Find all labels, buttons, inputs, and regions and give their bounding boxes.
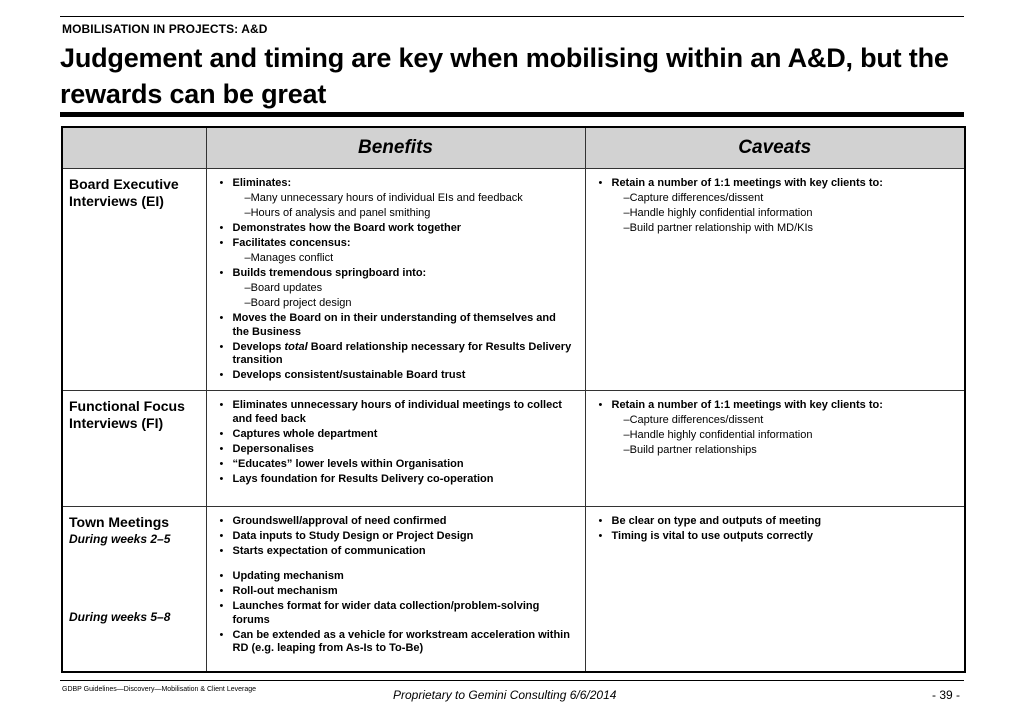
row-subtitle-2: During weeks 5–8 xyxy=(69,610,171,624)
sub-item: –Many unnecessary hours of individual EIs and feedback xyxy=(244,192,523,204)
row-header xyxy=(62,169,206,391)
section-label: MOBILISATION IN PROJECTS: A&D xyxy=(62,22,268,36)
benefits-list xyxy=(217,515,575,656)
caveats-cell xyxy=(585,391,965,507)
bullet-emphasis: total xyxy=(284,340,308,353)
table-row xyxy=(62,169,965,391)
caveats-cell xyxy=(585,507,965,672)
bullet-item: • Eliminates unnecessary hours of individual meetings to collect and feed back xyxy=(217,399,575,426)
benefits-list xyxy=(217,177,575,383)
bullet-item: • Lays foundation for Results Delivery co-operation xyxy=(217,473,575,487)
title-rule xyxy=(60,112,964,117)
caveats-cell xyxy=(585,169,965,391)
top-rule xyxy=(60,16,964,17)
row-header xyxy=(62,391,206,507)
bullet-item: • Can be extended as a vehicle for workstream acceleration within RD (e.g. leaping from As-Is to To-Be) xyxy=(217,629,575,656)
benefits-cell xyxy=(206,169,585,391)
benefits-list xyxy=(217,399,575,486)
bullet-item: • Demonstrates how the Board work together xyxy=(217,222,575,236)
bullet-item: • Groundswell/approval of need confirmed xyxy=(217,515,575,529)
bullet-item: • Data inputs to Study Design or Project Design xyxy=(217,530,575,544)
bullet-item: • Roll-out mechanism xyxy=(217,585,575,599)
sub-item: –Build partner relationship with MD/KIs xyxy=(623,222,814,234)
sub-item: –Manages conflict xyxy=(244,252,334,264)
bullet-item: • Facilitates concensus: xyxy=(217,237,575,251)
benefits-cell xyxy=(206,507,585,672)
caveats-list xyxy=(596,515,955,544)
list-spacer xyxy=(217,560,575,570)
bullet-item: • Starts expectation of communication xyxy=(217,545,575,559)
caveats-header: Caveats xyxy=(585,127,965,169)
bullet-item xyxy=(217,341,575,368)
sub-item: –Handle highly confidential information xyxy=(623,207,813,219)
row-header xyxy=(62,507,206,672)
comparison-table xyxy=(61,126,966,673)
benefits-header: Benefits xyxy=(206,127,585,169)
caveats-list xyxy=(596,177,955,236)
header-row xyxy=(62,127,965,169)
footer-left: GDBP Guidelines—Discovery—Mobilisation & Client Leverage xyxy=(62,686,257,693)
row-title: Board Executive Interviews (EI) xyxy=(69,176,179,209)
bullet-item: • Launches format for wider data collection/problem-solving forums xyxy=(217,600,575,627)
page-title: Judgement and timing are key when mobilising within an A&D, but the rewards can be great xyxy=(60,43,949,109)
bullet-item: • Updating mechanism xyxy=(217,570,575,584)
sub-item: –Capture differences/dissent xyxy=(623,414,764,426)
sub-item: –Build partner relationships xyxy=(623,444,757,456)
bullet-item: • Timing is vital to use outputs correctly xyxy=(596,530,955,544)
bullet-item: • Captures whole department xyxy=(217,428,575,442)
table-row xyxy=(62,507,965,672)
sub-item: –Capture differences/dissent xyxy=(623,192,764,204)
bullet-item: • Retain a number of 1:1 meetings with key clients to: xyxy=(596,399,955,413)
row-subtitle: During weeks 2–5 xyxy=(69,532,171,546)
bullet-text: Board relationship necessary for Results Delivery transition xyxy=(232,340,572,366)
bullet-item: • Retain a number of 1:1 meetings with key clients to: xyxy=(596,177,955,191)
sub-item: –Board updates xyxy=(244,282,323,294)
bullet-item: • Eliminates: xyxy=(217,177,575,191)
row-title: Town Meetings xyxy=(69,514,170,530)
bullet-text: Develops xyxy=(232,340,285,353)
bullet-item: • Moves the Board on in their understanding of themselves and the Business xyxy=(217,312,575,339)
bullet-item: • “Educates” lower levels within Organisation xyxy=(217,458,575,472)
row-title: Functional Focus Interviews (FI) xyxy=(69,398,185,431)
sub-item: –Board project design xyxy=(244,297,352,309)
bullet-item: • Be clear on type and outputs of meeting xyxy=(596,515,955,529)
sub-item: –Hours of analysis and panel smithing xyxy=(244,207,431,219)
footer-center: Proprietary to Gemini Consulting 6/6/2014 xyxy=(393,688,617,702)
bullet-item: • Builds tremendous springboard into: xyxy=(217,267,575,281)
corner-cell xyxy=(62,127,206,169)
bullet-item: • Depersonalises xyxy=(217,443,575,457)
caveats-list xyxy=(596,399,955,458)
footer-rule xyxy=(60,680,964,681)
benefits-cell xyxy=(206,391,585,507)
sub-item: –Handle highly confidential information xyxy=(623,429,813,441)
bullet-item: • Develops consistent/sustainable Board trust xyxy=(217,369,575,383)
page-number: - 39 - xyxy=(932,688,961,702)
table-row xyxy=(62,391,965,507)
